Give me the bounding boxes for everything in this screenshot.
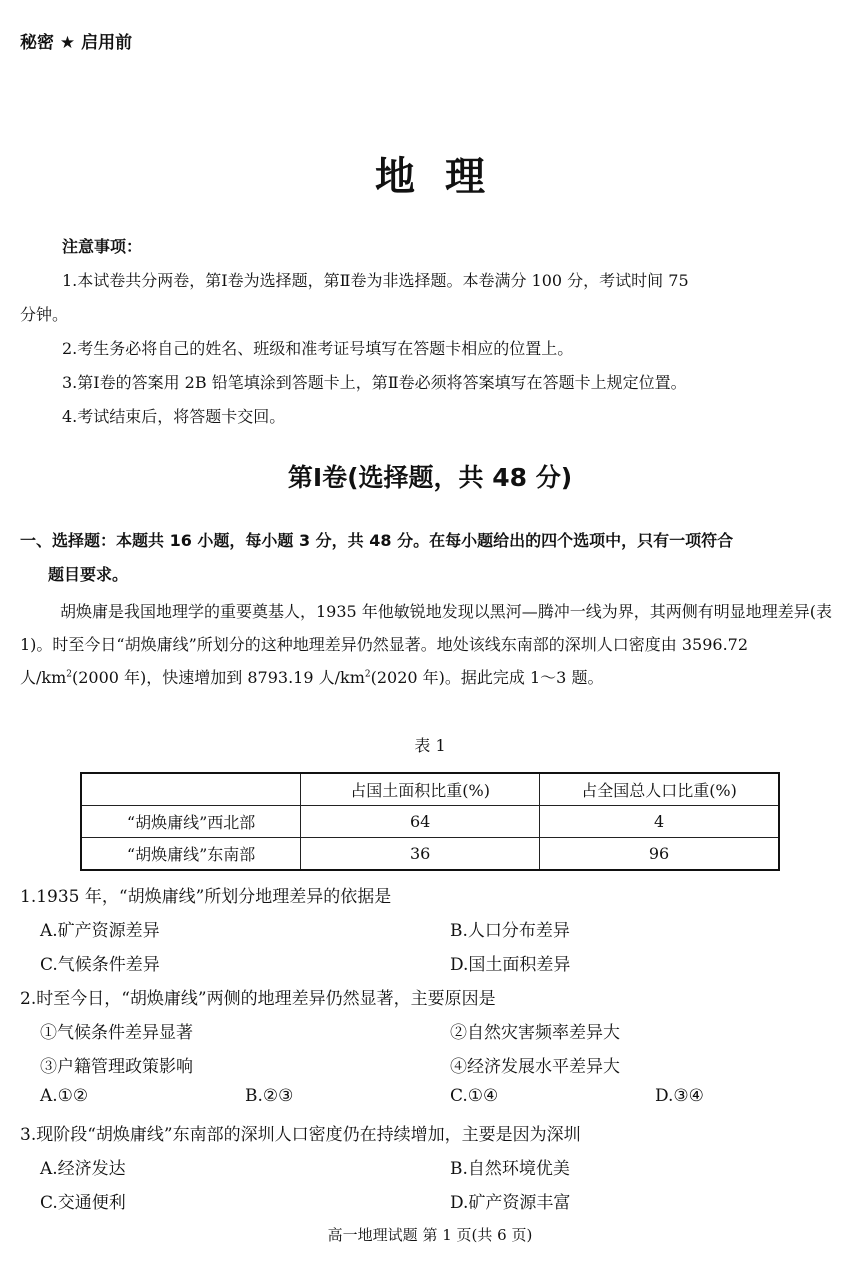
question-2-statement-3: ③户籍管理政策影响 <box>40 1057 193 1077</box>
superscript-2: 2 <box>66 669 72 680</box>
table-header: 占全国总人口比重(%) <box>540 773 779 806</box>
question-1-option-b: B.人口分布差异 <box>450 921 570 941</box>
reading-passage <box>20 595 840 694</box>
table-row <box>81 806 779 838</box>
table-cell: 96 <box>540 838 779 871</box>
question-1-stem: 1.1935 年，“胡焕庸线”所划分地理差异的依据是 <box>20 887 392 907</box>
page-footer: 高一地理试题 第 1 页(共 6 页) <box>327 1226 533 1244</box>
question-2-option-d: D.③④ <box>655 1086 704 1106</box>
question-1-option-a: A.矿产资源差异 <box>40 921 160 941</box>
passage-text-a: 胡焕庸是我国地理学的重要奠基人，1935 年他敏锐地发现以黑河—腾冲一线为界，其两侧有明显地理差异(表 1)。时至今日“胡焕庸线”所划分的这种地理差异仍然显著。地处该线东南部的深圳人口密度由 3596.72 人/km <box>20 602 833 687</box>
notice-item-1-cont: 分钟。 <box>20 305 69 324</box>
question-2-statement-2: ②自然灾害频率差异大 <box>450 1023 620 1043</box>
question-1-option-c: C.气候条件差异 <box>40 955 160 975</box>
exam-title: 地理 <box>375 154 515 200</box>
table-cell: 36 <box>301 838 540 871</box>
notice-item-1: 1.本试卷共分两卷，第Ⅰ卷为选择题，第Ⅱ卷为非选择题。本卷满分 100 分，考试时间 75 <box>62 271 689 290</box>
table-cell: 4 <box>540 806 779 838</box>
superscript-2: 2 <box>364 669 371 680</box>
question-2-statement-1: ①气候条件差异显著 <box>40 1023 193 1043</box>
question-2-option-b: B.②③ <box>245 1086 294 1106</box>
table-caption: 表 1 <box>414 736 446 755</box>
question-3-option-b: B.自然环境优美 <box>450 1159 570 1179</box>
table-header: 占国土面积比重(%) <box>301 773 540 806</box>
table-cell: “胡焕庸线”西北部 <box>81 806 301 838</box>
confidential-label: 秘密 ★ 启用前 <box>20 33 133 53</box>
question-3-option-c: C.交通便利 <box>40 1193 126 1213</box>
question-3-option-a: A.经济发达 <box>40 1159 126 1179</box>
table-cell: 64 <box>301 806 540 838</box>
part-instruction: 一、选择题：本题共 16 小题，每小题 3 分，共 48 分。在每小题给出的四个选项中，只有一项符合 <box>20 531 734 550</box>
question-2-stem: 2.时至今日，“胡焕庸线”两侧的地理差异仍然显著，主要原因是 <box>20 989 496 1009</box>
passage-text-c: (2020 年)。据此完成 1～3 题。 <box>370 668 604 687</box>
notice-item-2: 2.考生务必将自己的姓名、班级和准考证号填写在答题卡相应的位置上。 <box>62 339 574 358</box>
question-1-option-d: D.国土面积差异 <box>450 955 571 975</box>
question-3-option-d: D.矿产资源丰富 <box>450 1193 571 1213</box>
notice-item-4: 4.考试结束后，将答题卡交回。 <box>62 407 286 426</box>
notice-heading: 注意事项： <box>62 237 143 256</box>
table-row <box>81 838 779 871</box>
section-title: 第Ⅰ卷(选择题，共 48 分) <box>287 463 573 492</box>
table-cell: “胡焕庸线”东南部 <box>81 838 301 871</box>
passage-text-b: (2000 年)，快速增加到 8793.19 人/km <box>72 668 365 687</box>
question-2-option-a: A.①② <box>40 1086 89 1106</box>
question-2-option-c: C.①④ <box>450 1086 499 1106</box>
notice-item-3: 3.第Ⅰ卷的答案用 2B 铅笔填涂到答题卡上，第Ⅱ卷必须将答案填写在答题卡上规定位置。 <box>62 373 687 392</box>
table-header-row <box>81 773 779 806</box>
part-instruction-cont: 题目要求。 <box>48 565 129 584</box>
table-header <box>81 773 301 806</box>
data-table <box>80 772 780 871</box>
question-2-statement-4: ④经济发展水平差异大 <box>450 1057 620 1077</box>
question-3-stem: 3.现阶段“胡焕庸线”东南部的深圳人口密度仍在持续增加，主要是因为深圳 <box>20 1125 581 1145</box>
